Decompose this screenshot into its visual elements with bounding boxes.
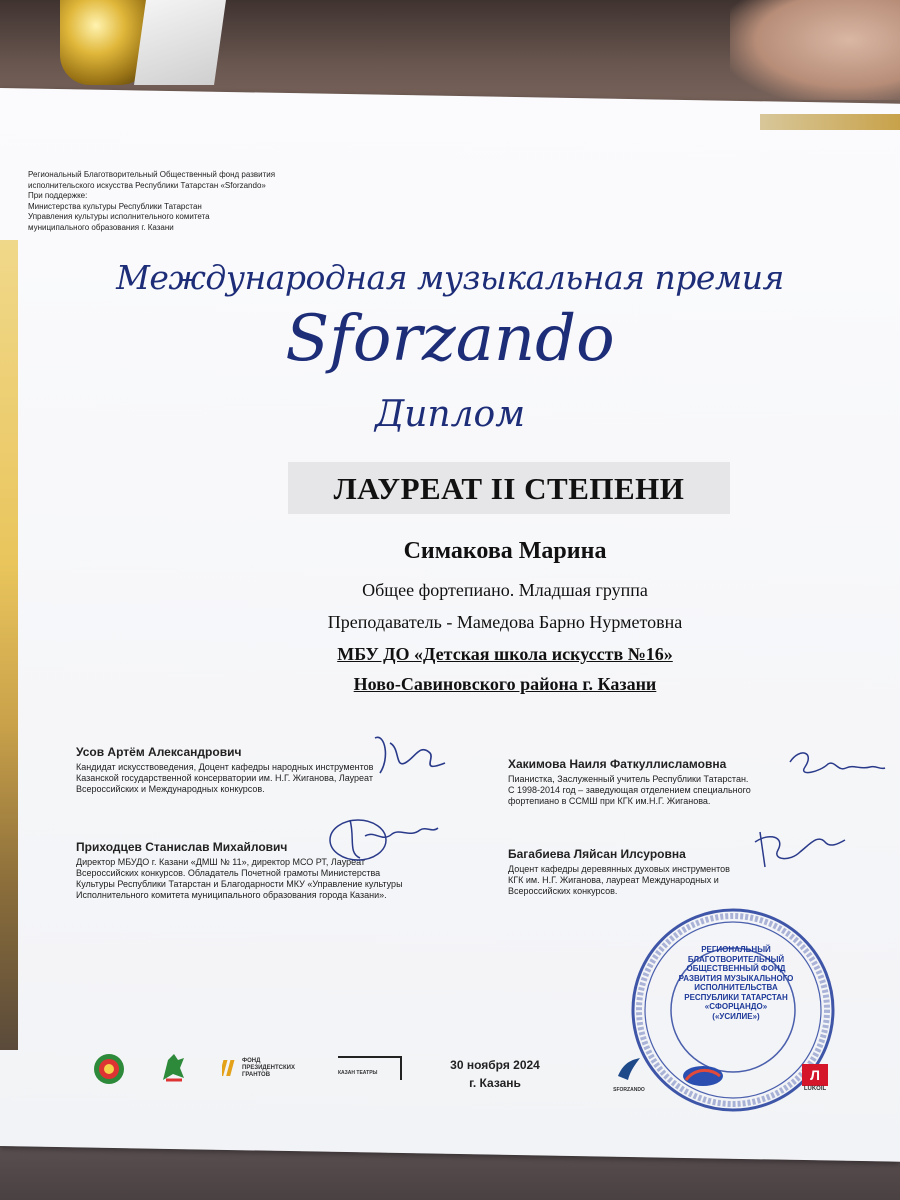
trophy-box-photo [134,0,226,85]
kazan-theatres-logo [338,1056,402,1080]
organizer-line: исполнительского искусства Республики Татарстан «Sforzando» [28,180,266,190]
gold-border-corner [760,114,900,130]
stamp-line: «СФОРЦАНДО» [704,1002,768,1011]
school-line-2: Ново-Савиновского района г. Казани [353,674,657,694]
stamp-line: РЕГИОНАЛЬНЫЙ [701,945,771,954]
signature-usov [360,728,460,788]
diploma-label: Диплом [374,394,526,435]
category: Общее фортепиано. Младшая группа [362,580,648,600]
hand-in-background [730,0,900,100]
jury-desc-line: фортепиано в ССМШ при КГК им.Н.Г. Жиганова. [508,796,711,806]
stamp-line: ОБЩЕСТВЕННЫЙ ФОНД [686,964,786,973]
award-brand: Sforzando [285,302,615,376]
award-title: Международная музыкальная премия [116,258,784,297]
organizer-header [28,170,388,233]
recipient-name: Симакова Марина [403,538,607,564]
jury-desc-line: Кандидат искусствоведения, Доцент кафедры народных инструментов [76,762,374,772]
grants-line: ГРАНТОВ [242,1072,271,1078]
organizer-line: Министерства культуры Республики Татарстан [28,201,202,211]
kazan-theatres-text: КАЗАН ТЕАТРЫ [338,1070,378,1076]
stamp-line: БЛАГОТВОРИТЕЛЬНЫЙ [687,954,785,964]
organizer-line: Региональный Благотворительный Общественный фонд развития [28,170,276,179]
date-place [420,1056,570,1092]
jury-name: Усов Артём Александрович [76,745,242,759]
tatarstan-emblem-icon [92,1052,126,1086]
stamp-line: ИСПОЛНИТЕЛЬСТВА [694,983,778,992]
signature-prikhodtsev [320,808,440,868]
signature-bagabieva [740,822,850,877]
jury-desc-line: Всероссийских конкурсов. Обладатель Почетной грамоты Министерства [76,868,381,878]
stamp-text [676,945,796,1021]
jury-name: Приходцев Станислав Михайлович [76,840,288,854]
sforzando-bird-icon [614,1056,644,1082]
issue-date: 30 ноября 2024 [450,1058,540,1072]
organizer-line: При поддержке: [28,191,88,200]
school-district [0,674,900,695]
school-name [0,644,900,665]
jury-desc-line: С 1998-2014 год – заведующая отделением специального [508,785,751,795]
jury-desc-line: Пианистка, Заслуженный учитель Республики Татарстан. [508,774,749,784]
organizer-line: муниципального образования г. Казани [28,222,174,232]
stamp-line: РЕСПУБЛИКИ ТАТАРСТАН [684,992,788,1002]
jury-desc-line: КГК им. Н.Г. Жиганова, лауреат Международных и [508,875,719,885]
jury-name: Багабиева Ляйсан Илсуровна [508,847,686,861]
laureate-degree: ЛАУРЕАТ II СТЕПЕНИ [288,462,730,514]
school-line-1: МБУ ДО «Детская школа искусств №16» [337,644,673,664]
lukoil-text: LUKOIL [803,1086,827,1092]
jury-name: Хакимова Наиля Фаткуллисламовна [508,757,727,771]
grants-mark-icon [222,1058,238,1078]
lukoil-logo [798,1064,832,1093]
presidential-grants-logo [222,1058,322,1079]
sforzando-logo-text: SFORZANDO [613,1087,645,1093]
grants-line: ПРЕЗИДЕНТСКИХ [242,1065,295,1071]
jury-desc-line: Всероссийских и Международных конкурсов. [76,784,265,794]
jury-desc-line: Исполнительного комитета муниципального образования города Казани». [76,890,387,900]
grants-line: ФОНД [242,1058,261,1064]
jury-member [76,840,516,901]
kazan-dragon-icon [158,1050,188,1086]
lukoil-mark-icon: Л [802,1064,828,1086]
issue-city: г. Казань [469,1076,521,1090]
signature-khakimova [780,742,890,792]
sforzando-logo [604,1056,654,1094]
jury-desc-line: Доцент кафедры деревянных духовых инструментов [508,864,730,874]
jury-desc-line: Казанской государственной консерватории им. Н.Г. Жиганова, Лауреат [76,773,373,783]
teacher: Преподаватель - Мамедова Барно Нурметовна [327,612,683,632]
stamp-line: («УСИЛИЕ») [712,1011,760,1021]
jury-desc-line: Культуры Республики Татарстан и Благодарности МКУ «Управление культуры [76,879,403,889]
jury-desc-line: Директор МБУДО г. Казани «ДМШ № 11», директор МСО РТ, Лауреат [76,857,366,867]
organizer-line: Управления культуры исполнительного комитета [28,212,210,221]
stamp-line: РАЗВИТИЯ МУЗЫКАЛЬНОГО [678,973,794,983]
sponsor-logo-icon [680,1062,726,1090]
jury-desc-line: Всероссийских конкурсов. [508,886,618,896]
